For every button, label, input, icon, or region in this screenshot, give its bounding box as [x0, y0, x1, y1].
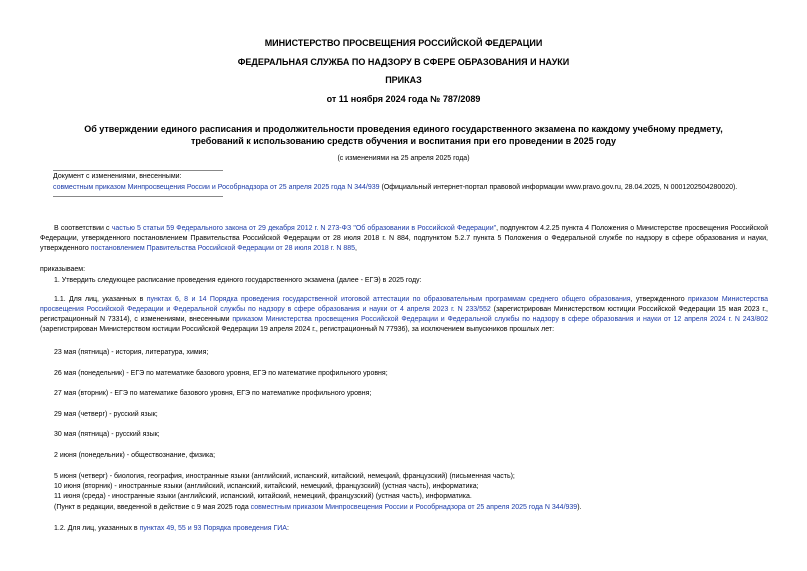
revision-note-link[interactable]: совместным приказом Минпросвещения России и Рособрнадзора от 25 апреля 2025 года N 344/939	[250, 504, 578, 511]
changes-line	[53, 183, 737, 193]
schedule-item: 10 июня (вторник) - иностранные языки (английский, испанский, китайский, немецкий, французский) (устная часть), информатика;	[54, 483, 479, 490]
preamble-text-2: , подпунктом 4.2.25 пункта 4 Положения о Министерстве просвещения Российской Федерации, утвержденного постановлением Правительства Российской Федерации от 28 июля 2018 г. N 884, подпунктом 5.2.7 пункта 5 Положения о Федеральной службе по надзору в сфере образования и науки, утвержденного	[40, 225, 769, 252]
changes-heading: Документ с изменениями, внесенными:	[53, 173, 182, 180]
preamble-text-1: В соответствии с	[54, 225, 112, 232]
ministry-heading: МИНИСТЕРСТВО ПРОСВЕЩЕНИЯ РОССИЙСКОЙ ФЕДЕРАЦИИ	[264, 38, 543, 48]
doc-type-heading: ПРИКАЗ	[385, 75, 422, 85]
preamble-paragraph	[40, 224, 768, 254]
item-1-1-text-2: , утвержденного	[630, 296, 688, 303]
doc-date-number: от 11 ноября 2024 года № 787/2089	[326, 94, 481, 104]
preamble-text-3: ,	[355, 245, 357, 252]
schedule-item: 2 июня (понедельник) - обществознание, физика;	[54, 452, 216, 459]
order-2024-link[interactable]: приказом Министерства просвещения Российской Федерации и Федеральной службы по надзору в сфере образования и науки от 12 апреля 2024 г. N 243/802	[232, 316, 768, 323]
changes-link[interactable]: совместным приказом Минпросвещения России и Рособрнадзора от 25 апреля 2025 года N 344/939	[53, 184, 380, 191]
item-1-1-text-1: 1.1. Для лиц, указанных в	[54, 296, 147, 303]
changes-source: (Официальный интернет-портал правовой информации www.pravo.gov.ru, 28.04.2025, N 0001202504280020).	[379, 184, 738, 191]
item-1-1-paragraph	[40, 295, 768, 335]
schedule-item: 23 мая (пятница) - история, литература, химия;	[54, 349, 209, 356]
divider-bottom	[53, 196, 223, 197]
schedule-item: 5 июня (четверг) - биология, география, иностранные языки (английский, испанский, китайский, немецкий, французский) (письменная часть);	[54, 473, 515, 480]
order-2023-link[interactable]: приказом Министерства просвещения Российской Федерации и Федеральной службы по надзору в сфере образования и науки от 4 апреля 2023 г. N 233/552	[40, 296, 768, 313]
schedule-item: 27 мая (вторник) - ЕГЭ по математике базового уровня, ЕГЭ по математике профильного уровня;	[54, 390, 372, 397]
item-1-1-text-4: (зарегистрирован Министерством юстиции Российской Федерации 19 апреля 2024 г., регистрационный N 77936), за исключением выпускников прошлых лет:	[40, 326, 555, 333]
item-1-2	[54, 524, 289, 534]
schedule-item: 11 июня (среда) - иностранные языки (английский, испанский, китайский, немецкий, французский) (устная часть), информатика.	[54, 493, 472, 500]
item-1-2-text-1: 1.2. Для лиц, указанных в	[54, 525, 140, 532]
revision-note-text-1: (Пункт в редакции, введенной в действие с 9 мая 2025 года	[54, 504, 251, 511]
preamble-decree-link[interactable]: постановлением Правительства Российской Федерации от 28 июля 2018 г. N 885	[90, 245, 356, 252]
service-heading: ФЕДЕРАЛЬНАЯ СЛУЖБА ПО НАДЗОРУ В СФЕРЕ ОБРАЗОВАНИЯ И НАУКИ	[237, 57, 570, 67]
order-word: приказываем:	[40, 266, 86, 273]
page-title: Об утверждении единого расписания и продолжительности проведения единого государственного экзамена по каждому учебному предмету, требований к использованию средств обучения и воспитания при его проведении в 2025 году	[84, 124, 723, 146]
gia-procedure-link[interactable]: пунктах 6, 8 и 14 Порядка проведения государственной итоговой аттестации по образовательным программам среднего общего образования	[146, 296, 631, 303]
revision-note-text-2: ).	[577, 504, 582, 511]
schedule-item: 30 мая (пятница) - русский язык;	[54, 431, 160, 438]
preamble-law-link[interactable]: частью 5 статьи 59 Федерального закона от 29 декабря 2012 г. N 273-ФЗ "Об образовании в Российской Федерации"	[111, 225, 497, 232]
revision-note	[54, 503, 581, 513]
schedule-item: 26 мая (понедельник) - ЕГЭ по математике базового уровня, ЕГЭ по математике профильного уровня;	[54, 370, 388, 377]
item-1-2-text-2: :	[286, 525, 289, 532]
amendments-note: (с изменениями на 25 апреля 2025 года)	[337, 155, 470, 162]
gia-points-link[interactable]: пунктах 49, 55 и 93 Порядка проведения ГИА	[139, 525, 287, 532]
divider-top	[53, 170, 223, 171]
item-1: 1. Утвердить следующее расписание проведения единого государственного экзамена (далее - ЕГЭ) в 2025 году:	[54, 277, 422, 284]
schedule-item: 29 мая (четверг) - русский язык;	[54, 411, 158, 418]
item-1-1-text-3: (зарегистрирован Министерством юстиции Российской Федерации 15 мая 2023 г., регистрационный N 73314), с изменениями, внесенными	[40, 306, 768, 323]
